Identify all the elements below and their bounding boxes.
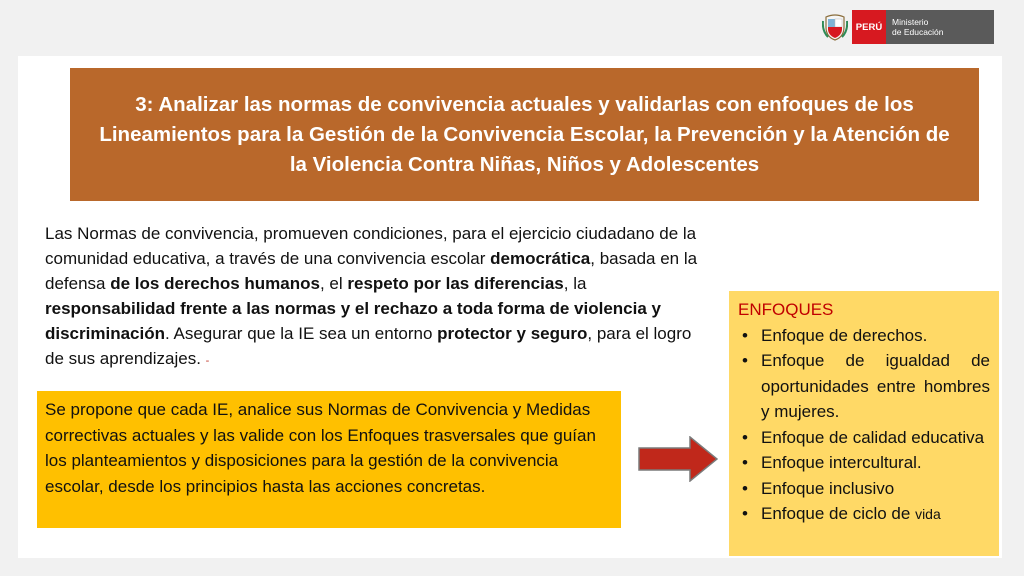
enfoque-item: • Enfoque de calidad educativa	[738, 425, 990, 451]
intro-text-4: , la	[563, 274, 587, 293]
intro-text-3: , el	[319, 274, 348, 293]
intro-bold-1: democrática	[490, 249, 591, 268]
intro-bold-5: protector y seguro	[437, 324, 588, 343]
intro-text-2: , basada en la defensa	[45, 249, 698, 293]
ministry-name	[886, 10, 994, 44]
intro-paragraph	[45, 221, 700, 374]
coat-of-arms-icon	[822, 13, 848, 41]
enfoques-title: ENFOQUES	[738, 300, 834, 319]
proposal-box: Se propone que cada IE, analice sus Normas de Convivencia y Medidas correctivas actuales y las valide con los Enfoques trasversales que guían los planteamientos y disposiciones para la gestión de la convivencia escolar, desde los principios hasta las acciones concretas.	[37, 391, 621, 528]
intro-bold-2: de los derechos humanos	[110, 274, 320, 293]
enfoques-box	[729, 291, 999, 556]
ministry-logo	[822, 9, 994, 45]
ministry-line-2: de Educación	[892, 27, 944, 37]
enfoque-item: • Enfoque de igualdad de oportunidades entre hombres y mujeres.	[738, 348, 990, 425]
intro-text-1: Las Normas de convivencia, promueven condiciones, para el ejercicio ciudadano de la comunidad educativa, a través de una convivencia escolar	[45, 224, 697, 268]
enfoque-item: • Enfoque intercultural.	[738, 450, 990, 476]
peru-label: PERÚ	[852, 10, 886, 44]
enfoque-last-small: vida	[915, 506, 941, 522]
enfoque-item: • Enfoque inclusivo	[738, 476, 990, 502]
enfoque-item: • Enfoque de derechos.	[738, 323, 990, 349]
ministry-line-1: Ministerio	[892, 17, 929, 27]
slide-title: 3: Analizar las normas de convivencia actuales y validarlas con enfoques de los Lineamientos para la Gestión de la Convivencia Escolar, la Prevención y la Atención de la Violencia Contra Niñas, Niños y Adolescentes	[70, 68, 979, 201]
enfoque-item-last	[738, 501, 990, 528]
intro-text-5: . Asegurar que la IE sea un entorno	[164, 324, 438, 343]
intro-text-6: , para el logro de sus aprendizajes.	[45, 324, 692, 368]
intro-bold-3: respeto por las diferencias	[347, 274, 564, 293]
intro-bold-4: responsabilidad frente a las normas y el rechazo a toda forma de violencia y discriminación	[45, 299, 661, 343]
enfoques-list	[738, 323, 990, 528]
right-arrow-icon	[638, 436, 718, 482]
comment-marker: -	[205, 355, 210, 367]
enfoque-last-text: Enfoque de ciclo de	[761, 504, 916, 523]
